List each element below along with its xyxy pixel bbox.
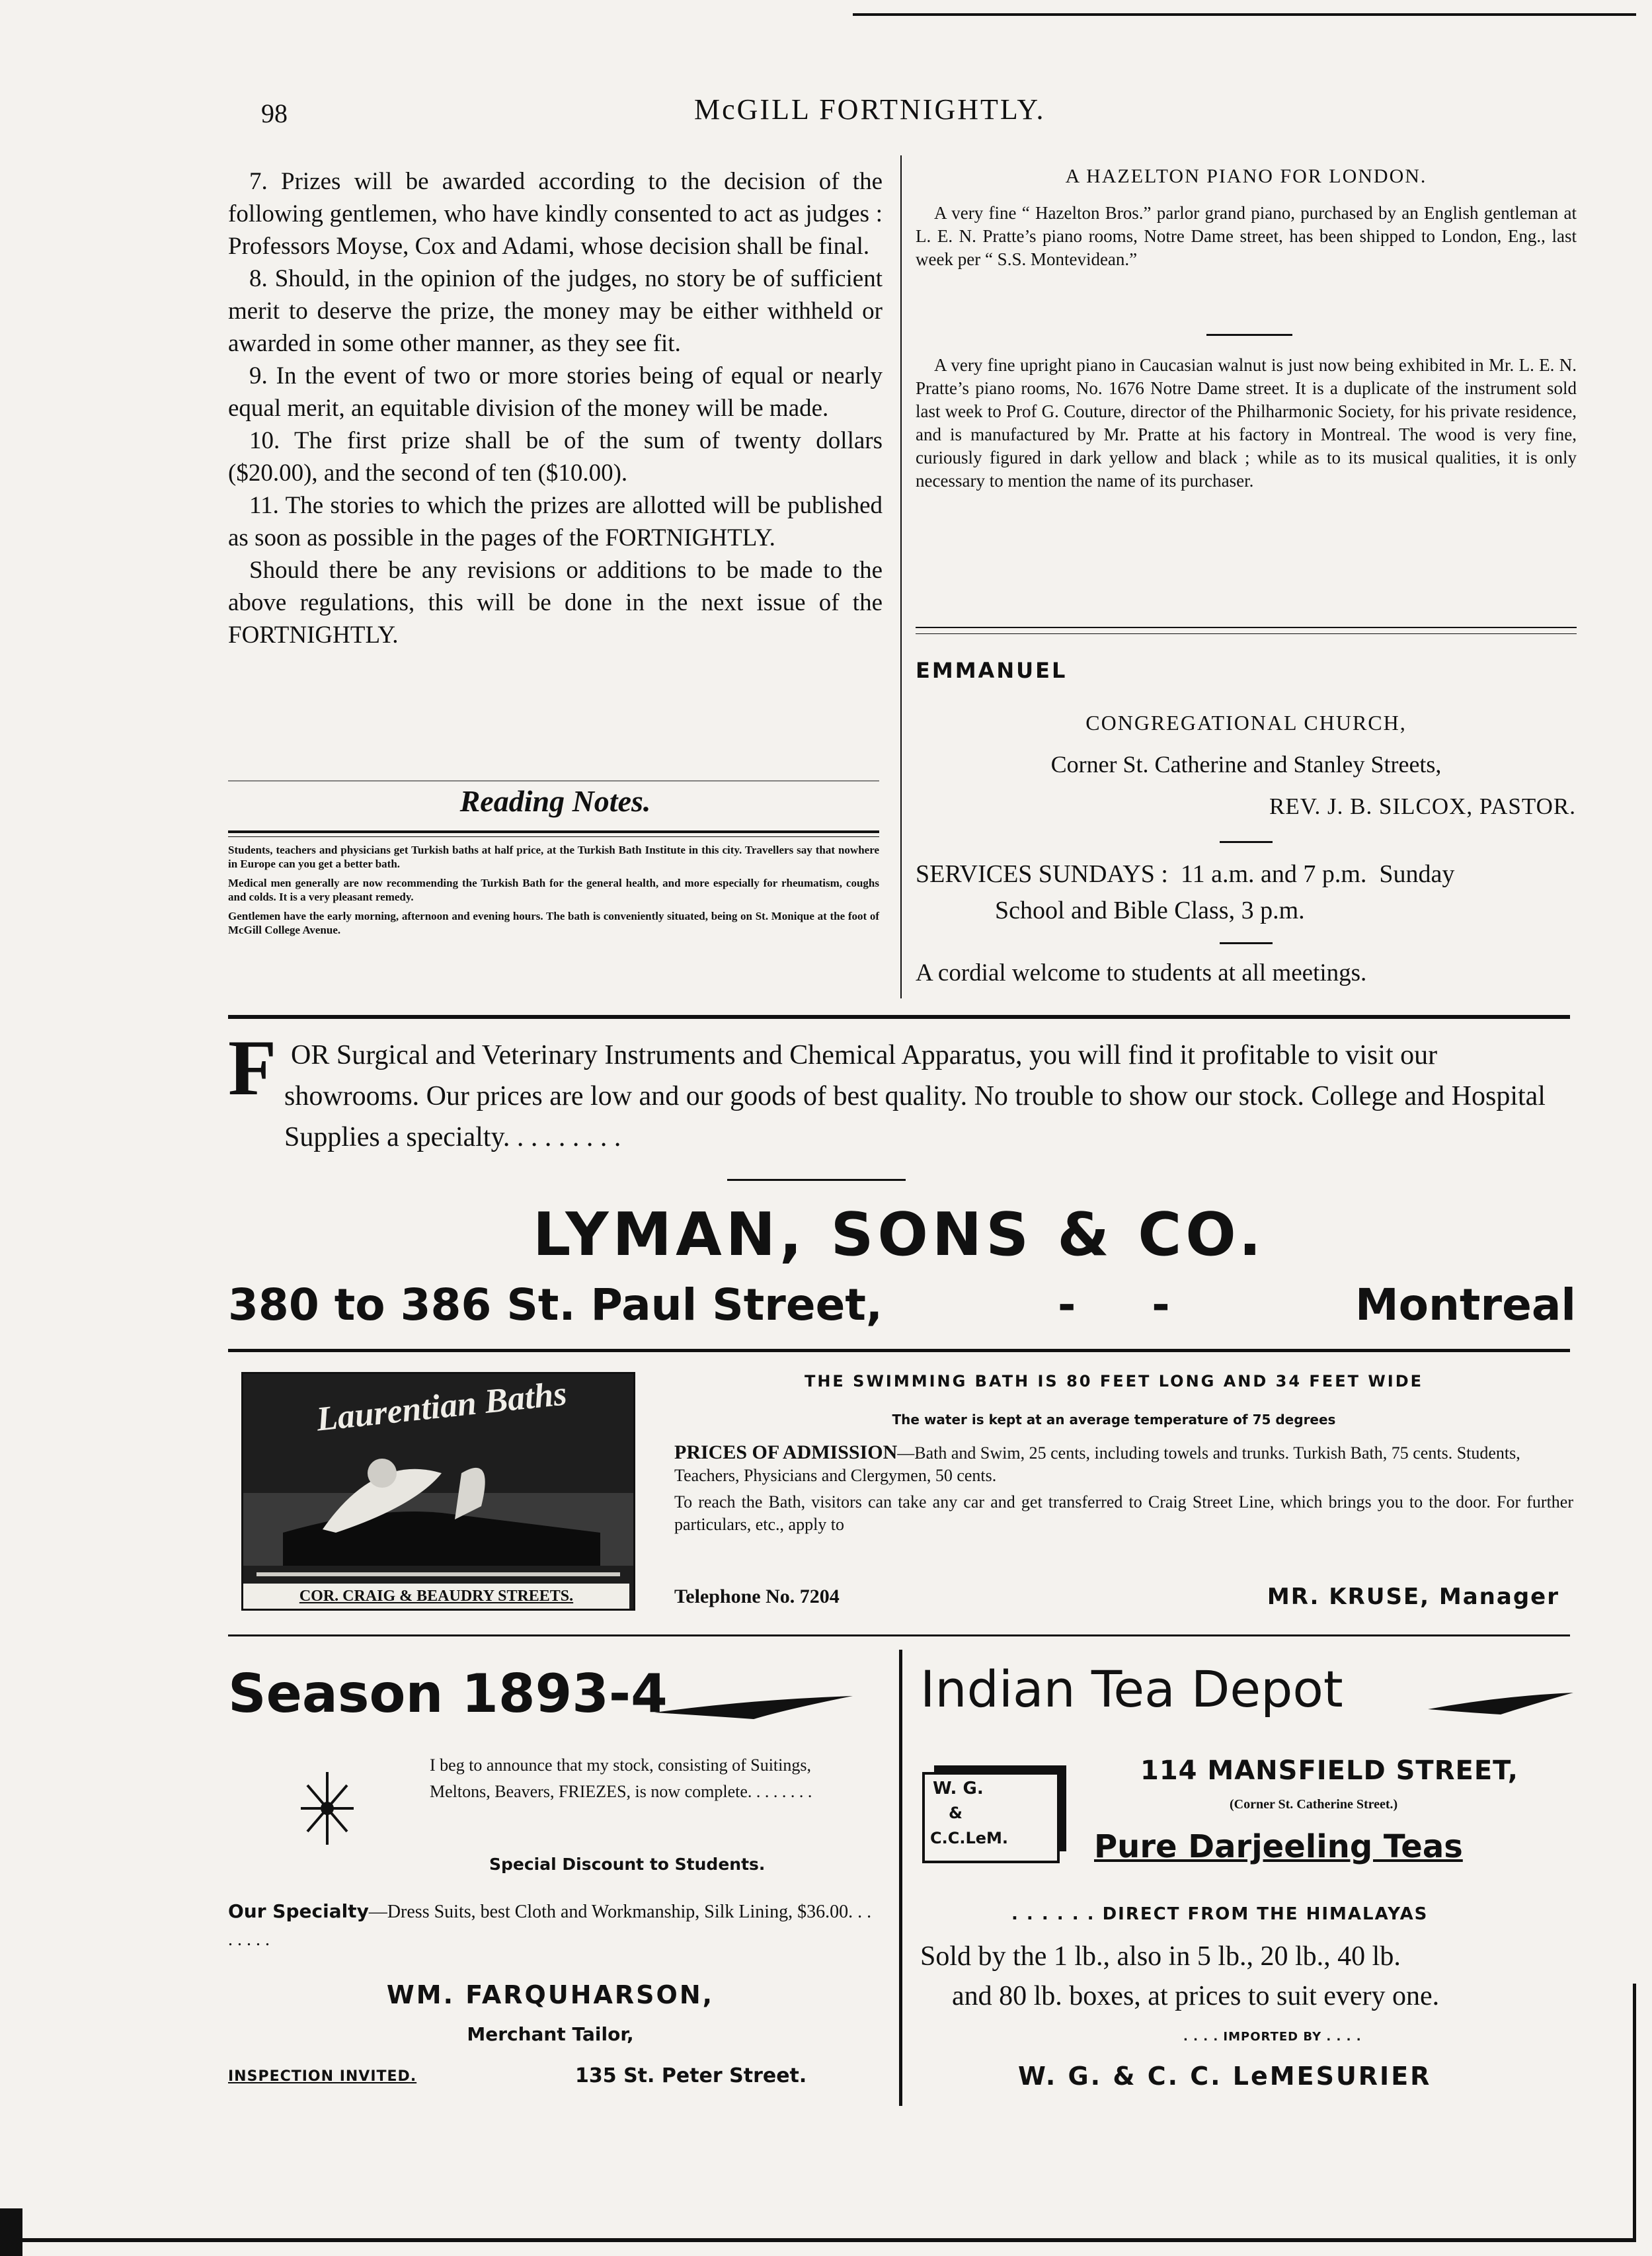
lyman-city: Montreal — [1355, 1279, 1576, 1330]
piano-paragraph: A very fine “ Hazelton Bros.” parlor grand piano, purchased by an English gentleman at L. E. N. Pratte’s piano rooms, Notre Dame street, has been shipped to London, Eng., last week per “ S.S. Montevidean.” — [916, 203, 1577, 269]
lyman-mid-rule — [727, 1179, 906, 1181]
rule-11: 11. The stories to which the prizes are allotted will be published as soon as possible in the pages of the FORTNIGHTLY. — [228, 492, 883, 551]
baths-size: THE SWIMMING BATH IS 80 FEET LONG AND 34 FEET WIDE — [804, 1372, 1424, 1390]
tailor-text: I beg to announce that my stock, consisting of Suitings, Meltons, Beavers, FRIEZES, is now complete. . . . . . . . — [430, 1755, 812, 1801]
tea-flourish — [1428, 1689, 1573, 1719]
column-divider — [900, 155, 902, 998]
lyman-top-rule — [228, 1015, 1570, 1019]
tea-box — [922, 1772, 1060, 1863]
tailor-discount: Special Discount to Students. — [489, 1855, 766, 1874]
bottom-ads-divider — [899, 1650, 902, 2106]
bottom-corner-mark — [0, 2208, 22, 2256]
rules-revisions-note: Should there be any revisions or additions to be made to the above regulations, this will be done in the next issue of the FORTNIGHTLY. — [228, 557, 883, 649]
church-type: CONGREGATIONAL CHURCH, — [1085, 711, 1407, 735]
church-top-rule-2 — [916, 633, 1577, 634]
piano-heading: A HAZELTON PIANO FOR LONDON. — [1065, 165, 1427, 187]
church-address: Corner St. Catherine and Stanley Streets, — [1050, 751, 1442, 778]
tea-box-label-3: C.C.LeM. — [930, 1829, 1009, 1847]
rule-10: 10. The first prize shall be of the sum of twenty dollars ($20.00), and the second of ten ($10.00). — [228, 427, 883, 487]
contest-rules — [228, 165, 883, 651]
tea-product: Pure Darjeeling Teas — [1094, 1828, 1463, 1865]
baths-telephone: Telephone No. 7204 — [674, 1586, 840, 1607]
tea-sold-2: and 80 lb. boxes, at prices to suit every one. — [952, 1981, 1440, 2011]
tea-box-label-2: & — [949, 1804, 963, 1822]
lyman-drop-cap: F — [228, 1024, 277, 1111]
tea-corner: (Corner St. Catherine Street.) — [1230, 1797, 1398, 1812]
reading-note: Students, teachers and physicians get Turkish baths at half price, at the Turkish Bath Institute in this city. Travellers say that nowhere in Europe can you get a better bath. — [228, 844, 879, 870]
baths-prices-label: PRICES OF ADMISSION — [674, 1441, 898, 1463]
piano-article-2 — [916, 354, 1577, 493]
tea-direct: . . . . . . DIRECT FROM THE HIMALAYAS — [1011, 1904, 1429, 1924]
church-top-rule — [916, 627, 1577, 628]
tea-imported: . . . . IMPORTED BY . . . . — [1183, 2030, 1362, 2044]
rule-9: 9. In the event of two or more stories being of equal or nearly equal merit, an equitable division of the money will be made. — [228, 362, 883, 422]
reading-notes-list — [228, 843, 879, 937]
tea-sold-1: Sold by the 1 lb., also in 5 lb., 20 lb., 40 lb. — [920, 1941, 1401, 1972]
baths-logo-title: Laurentian Baths — [315, 1375, 569, 1439]
church-pastor: REV. J. B. SILCOX, PASTOR. — [1269, 793, 1576, 819]
baths-directions: To reach the Bath, visitors can take any car and get transferred to Craig Street Line, which brings you to the door. For further particulars, etc., apply to — [674, 1492, 1573, 1534]
tailor-specialty-text: —Dress Suits, best Cloth and Workmanship, Silk Lining, $36.00. . . . . . . . — [228, 1902, 872, 1950]
tea-importer: W. G. & C. C. LeMESURIER — [1018, 2062, 1432, 2091]
tea-address: 114 MANSFIELD STREET, — [1140, 1755, 1518, 1786]
church-name: EMMANUEL — [916, 658, 1068, 683]
rule-8: 8. Should, in the opinion of the judges, no story be of sufficient merit to deserve the prize, the money may be either withheld or awarded in some other manner, as they see fit. — [228, 265, 883, 357]
baths-prices-text: —Bath and Swim, 25 cents, including towels and trunks. Turkish Bath, 75 cents. Students, Teachers, Physicians and Clergymen, 50 cents. — [674, 1443, 1520, 1485]
rule-7: 7. Prizes will be awarded according to the decision of the following gentlemen, who have kindly consented to act as judges : Professors Moyse, Cox and Adami, whose decision shall be final. — [228, 168, 883, 260]
reading-notes-top-rule — [228, 780, 879, 782]
baths-prices — [674, 1441, 1573, 1487]
bottom-border — [20, 2238, 1636, 2242]
lyman-bottom-rule — [228, 1349, 1570, 1352]
tailor-title: Season 1893-4 — [228, 1663, 668, 1724]
reading-note: Medical men generally are now recommending the Turkish Bath for the general health, and more especially for rheumatism, coughs and colds. It is a very pleasant remedy. — [228, 877, 879, 903]
tailor-name: WM. FARQUHARSON, — [386, 1980, 715, 2009]
church-services-2: School and Bible Class, 3 p.m. — [995, 897, 1305, 924]
lyman-dashes: - - — [1058, 1279, 1170, 1330]
lyman-address: 380 to 386 St. Paul Street, — [228, 1279, 883, 1330]
baths-logo — [241, 1372, 635, 1611]
tailor-invite: INSPECTION INVITED. — [228, 2068, 417, 2085]
baths-logo-caption: COR. CRAIG & BEAUDRY STREETS. — [243, 1584, 629, 1609]
lyman-name: LYMAN, SONS & CO. — [533, 1200, 1265, 1269]
tailor-flourish — [654, 1693, 853, 1726]
page-number: 98 — [261, 99, 288, 128]
reading-notes-rule-thin — [228, 836, 879, 837]
piano-paragraph: A very fine upright piano in Caucasian walnut is just now being exhibited in Mr. L. E. N. Pratte’s piano rooms, No. 1676 Notre Dame street. It is a duplicate of the instrument sold last week to Prof G. Couture, director of the Philharmonic Society, for his private residence, and is manufactured by Mr. Pratte at his factory in Montreal. The wood is very fine, curiously figured in dark yellow and black ; while as to its musical qualities, it is only necessary to mention the name of its purchaser. — [916, 355, 1577, 491]
tea-title: Indian Tea Depot — [920, 1660, 1343, 1718]
reading-notes-rule — [228, 830, 879, 833]
tea-box-label-1: W. G. — [933, 1779, 984, 1798]
reading-note: Gentlemen have the early morning, afternoon and evening hours. The bath is conveniently situated, being on St. Monique at the foot of McGill College Avenue. — [228, 910, 879, 936]
tailor-ornament-icon — [301, 1772, 354, 1845]
baths-manager: MR. KRUSE, Manager — [1267, 1584, 1559, 1610]
tailor-address: 135 St. Peter Street. — [575, 2064, 807, 2087]
right-border — [1633, 1984, 1636, 2242]
tailor-specialty — [228, 1898, 873, 1954]
lyman-text-body: OR Surgical and Veterinary Instruments and Chemical Apparatus, you will find it profitable to visit our showrooms. Our prices are low and our goods of best quality. No trouble to show our stock. College and Hospital Supplies a specialty. . . . . . . . . — [284, 1040, 1546, 1152]
lyman-text — [284, 1035, 1573, 1158]
piano-article — [916, 202, 1577, 271]
baths-bottom-rule — [228, 1634, 1570, 1636]
reading-notes-heading: Reading Notes. — [459, 784, 651, 818]
top-edge-rule — [853, 13, 1636, 16]
tailor-trade: Merchant Tailor, — [467, 2023, 634, 2045]
tailor-specialty-label: Our Specialty — [228, 1900, 369, 1922]
church-separator-1 — [1220, 841, 1273, 843]
baths-temperature: The water is kept at an average temperature of 75 degrees — [892, 1412, 1336, 1428]
piano-separator — [1206, 334, 1292, 336]
church-welcome: A cordial welcome to students at all meetings. — [916, 959, 1367, 987]
church-separator-2 — [1220, 942, 1273, 944]
church-services: SERVICES SUNDAYS : 11 a.m. and 7 p.m. Sunday — [916, 860, 1455, 888]
running-title: McGILL FORTNIGHTLY. — [694, 93, 1046, 126]
